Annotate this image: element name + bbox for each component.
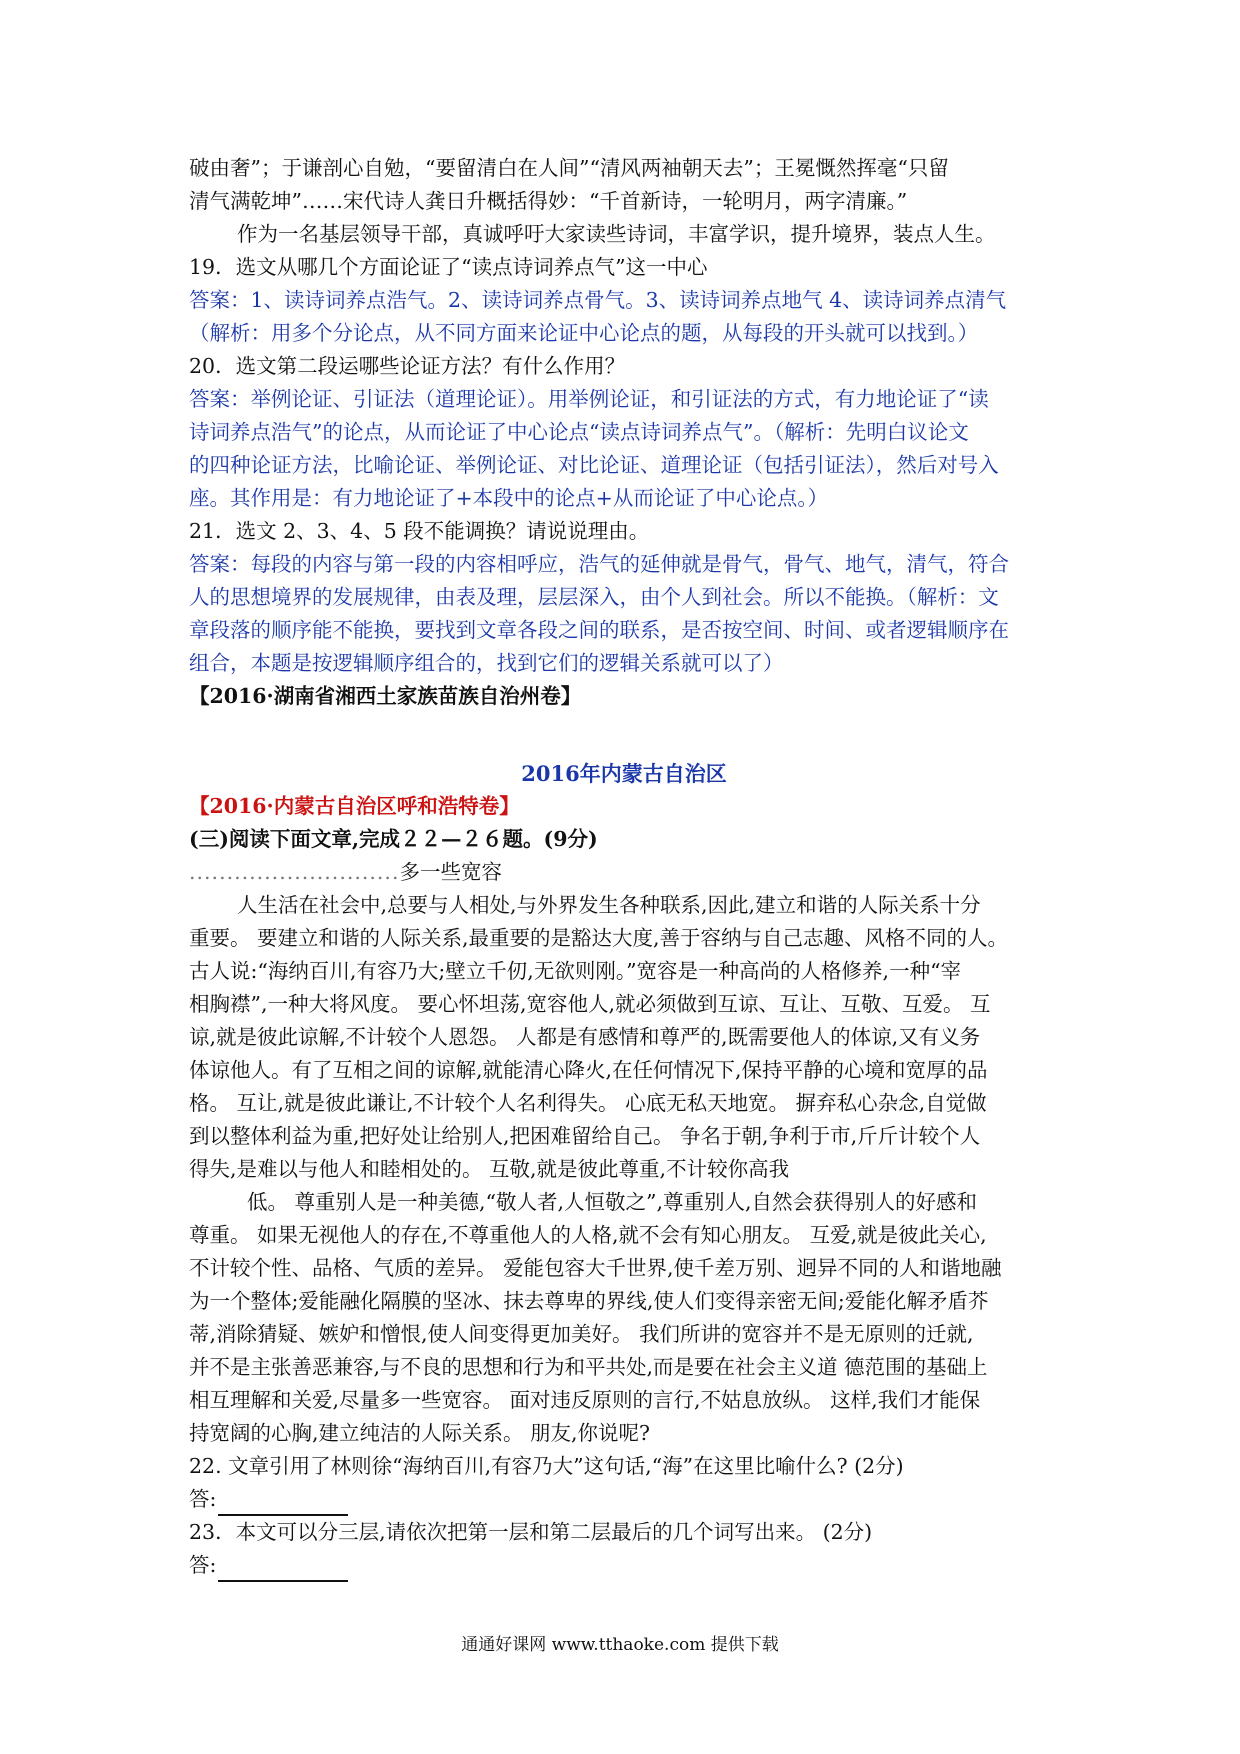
answer-prompt-22 (189, 1483, 1059, 1516)
article-line: 重要。 要建立和谐的人际关系,最重要的是豁达大度,善于容纳与自己志趣、风格不同的人。 (189, 926, 1009, 950)
answer-line: 的四种论证方法，比喻论证、举例论证、对比论证、道理论证（包括引证法），然后对号入 (189, 453, 999, 477)
article-line: 到以整体利益为重,把好处让给别人,把困难留给自己。 争名于朝,争利于市,斤斤计较个人 (189, 1124, 981, 1148)
answer-label: 答: (189, 1553, 217, 1577)
article-line: 格。 互让,就是彼此谦让,不计较个人名利得失。 心底无私天地宽。 摒弃私心杂念,自觉做 (189, 1091, 987, 1115)
question-20: 20．选文第二段运哪些论证方法？有什么作用？ (189, 354, 626, 378)
question-19: 19．选文从哪几个方面论证了“读点诗词养点气”这一中心 (189, 255, 708, 279)
answer-prompt-23 (189, 1549, 1059, 1582)
answer-line: （解析：用多个分论点，从不同方面来论证中心论点的题，从每段的开头就可以找到。） (189, 321, 979, 345)
answer-line: 答案：举例论证、引证法（道理论证）。用举例论证，和引证法的方式，有力地论证了“读 (189, 387, 989, 411)
article-title: 多一些宽容 (399, 860, 502, 884)
page-footer: 通通好课网 www.tthaoke.com 提供下载 (461, 1635, 779, 1655)
answer-line: 组合，本题是按逻辑顺序组合的，找到它们的逻辑关系就可以了） (189, 651, 784, 675)
answer-label: 答: (189, 1487, 217, 1511)
article-line: 蒂,消除猜疑、嫉妒和憎恨,使人间变得更加美好。 我们所讲的宽容并不是无原则的迁就, (189, 1322, 974, 1346)
article-line: 尊重。 如果无视他人的存在,不尊重他人的人格,就不会有知心朋友。 互爱,就是彼此关心, (189, 1223, 987, 1247)
article-line: 古人说:“海纳百川,有容乃大;壁立千仞,无欲则刚。”宽容是一种高尚的人格修养,一种“宰 (189, 959, 962, 983)
answer-line: 诗词养点浩气”的论点，从而论证了中心论点“读点诗词养点气”。（解析：先明白议论文 (189, 420, 969, 444)
document-body (189, 152, 1059, 1582)
article-line: 体谅他人。有了互相之间的谅解,就能清心降火,在任何情况下,保持平静的心境和宽厚的品 (189, 1058, 988, 1082)
text-line: 破由奢”；于谦剖心自勉，“要留清白在人间”“清风两袖朝天去”；王冕慨然挥毫“只留 (189, 156, 949, 180)
article-line: 并不是主张善恶兼容,与不良的思想和行为和平共处,而是要在社会主义道 德范围的基础上 (189, 1355, 988, 1379)
title-dots: ............................ (189, 860, 400, 884)
answer-line: 章段落的顺序能不能换，要找到文章各段之间的联系，是否按空间、时间、或者逻辑顺序在 (189, 618, 1009, 642)
answer-line: 答案：1、读诗词养点浩气。2、读诗词养点骨气。3、读诗词养点地气 4、读诗词养点清气 (189, 288, 1007, 312)
section-heading: (三)阅读下面文章,完成２２—２６题。(9分) (189, 827, 598, 851)
article-line: 谅,就是彼此谅解,不计较个人恩怨。 人都是有感情和尊严的,既需要他人的体谅,又有义务 (189, 1025, 981, 1049)
article-line: 得失,是难以与他人和睦相处的。 互敬,就是彼此尊重,不计较你高我 (189, 1157, 790, 1181)
answer-line: 人的思想境界的发展规律，由表及理，层层深入，由个人到社会。所以不能换。（解析：文 (189, 585, 999, 609)
article-line: 持宽阔的心胸,建立纯洁的人际关系。 朋友,你说呢? (189, 1421, 651, 1445)
article-line: 人生活在社会中,总要与人相处,与外界发生各种联系,因此,建立和谐的人际关系十分 (237, 893, 981, 917)
text-line: 清气满乾坤”……宋代诗人龚日升概括得妙：“千首新诗，一轮明月，两字清廉。” (189, 189, 908, 213)
article-line: 为一个整体;爱能融化隔膜的坚冰、抹去尊卑的界线,使人们变得亲密无间;爱能化解矛盾芥 (189, 1289, 989, 1313)
answer-line: 答案：每段的内容与第一段的内容相呼应，浩气的延伸就是骨气，骨气、地气，清气，符合 (189, 552, 1009, 576)
answer-line: 座。其作用是：有力地论证了+本段中的论点+从而论证了中心论点。） (189, 486, 829, 510)
article-line: 相互理解和关爱,尽量多一些宽容。 面对违反原则的言行,不姑息放纵。 这样,我们才能保 (189, 1388, 981, 1412)
question-22: 22. 文章引用了林则徐“海纳百川,有容乃大”这句话,“海”在这里比喻什么? (2分) (189, 1454, 904, 1478)
article-line: 相胸襟”,一种大将风度。 要心怀坦荡,宽容他人,就必须做到互谅、互让、互敬、互爱。 互 (189, 992, 991, 1016)
article-title-line (189, 856, 1059, 889)
article-line: 不计较个性、品格、气质的差异。 爱能包容大千世界,使千差万别、迥异不同的人和谐地融 (189, 1256, 1002, 1280)
source-label-hunan: 【2016·湖南省湘西土家族苗族自治州卷】 (189, 684, 582, 708)
article-line: 低。 尊重别人是一种美德,“敬人者,人恒敬之”,尊重别人,自然会获得别人的好感和 (247, 1190, 978, 1214)
question-23: 23．本文可以分三层,请依次把第一层和第二层最后的几个词写出来。 (2分) (189, 1520, 873, 1544)
region-title: 2016年内蒙古自治区 (521, 761, 727, 786)
question-21: 21．选文 2、3、4、5 段不能调换？请说说理由。 (189, 519, 650, 543)
answer-blank[interactable] (218, 1558, 348, 1582)
closing-paragraph: 作为一名基层领导干部，真诚呼吁大家读些诗词，丰富学识，提升境界，装点人生。 (237, 222, 996, 246)
answer-blank[interactable] (218, 1492, 348, 1516)
source-label-hohhot: 【2016·内蒙古自治区呼和浩特卷】 (189, 794, 520, 818)
